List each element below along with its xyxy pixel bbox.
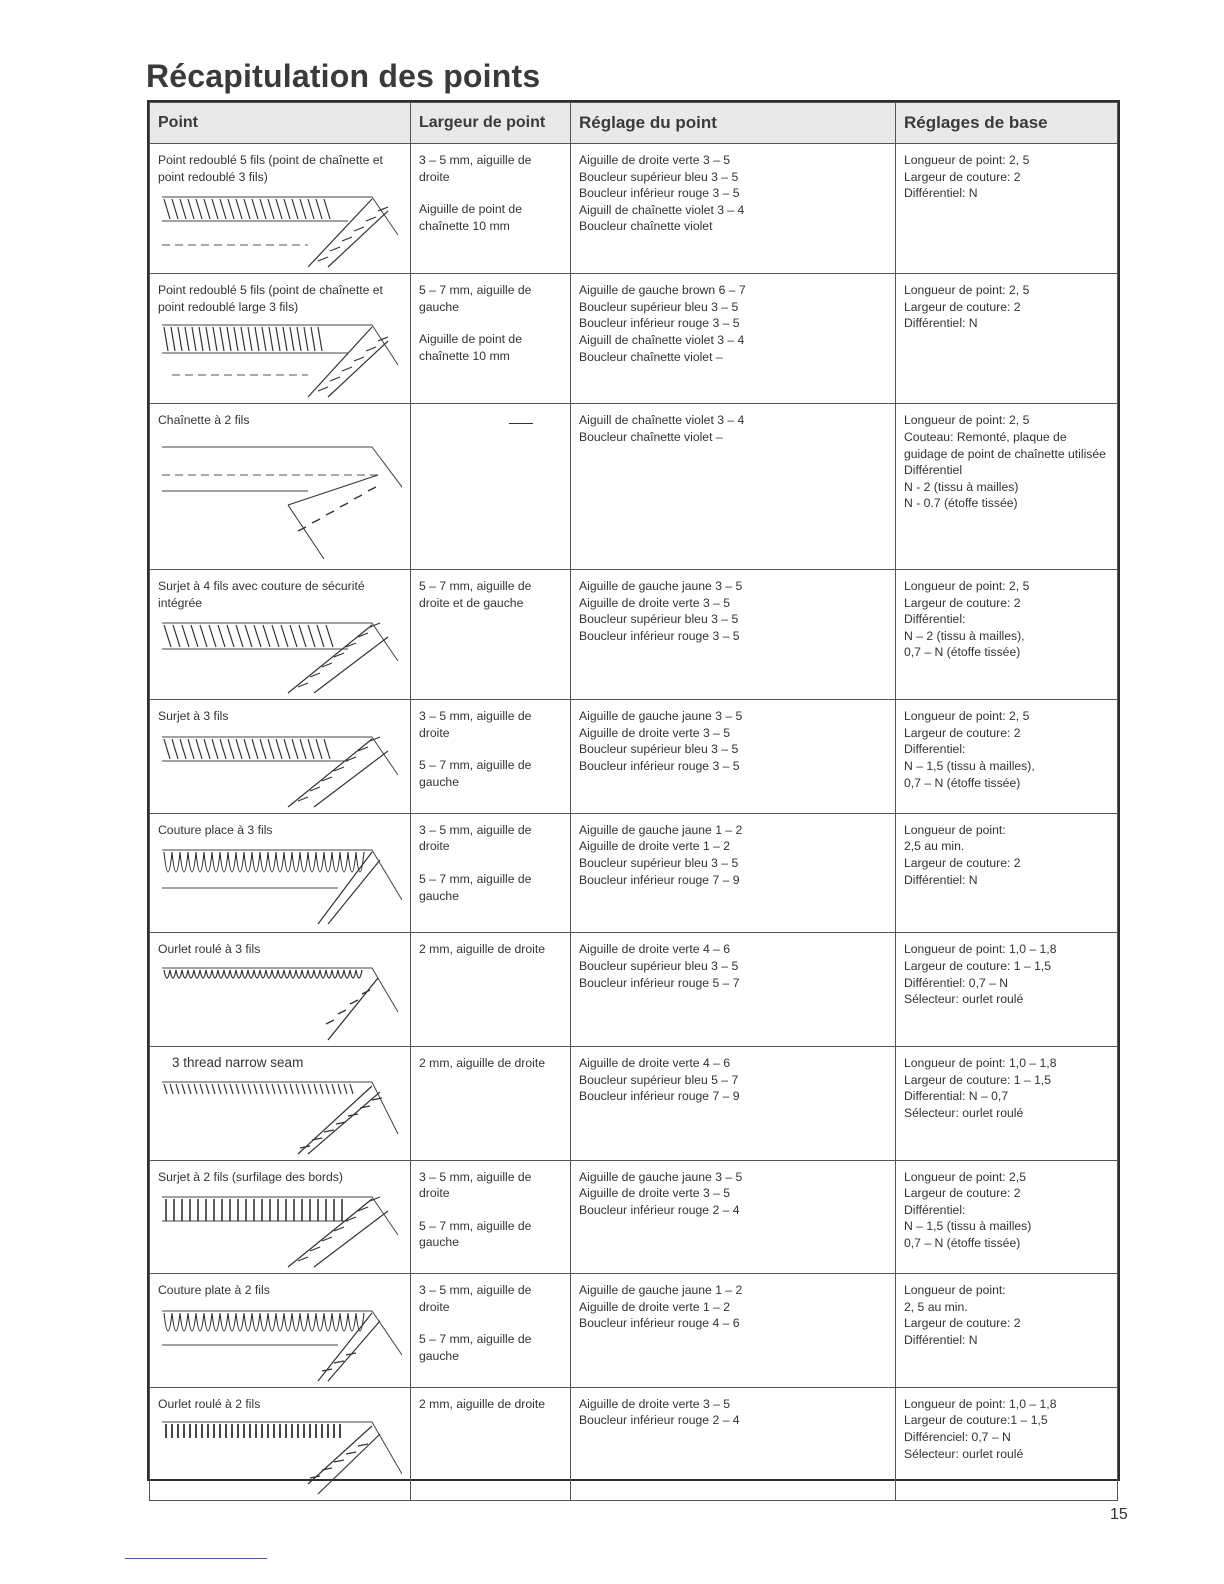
base-cell: Longueur de point: 2, 5 Largeur de couture: 2 Différentiel: N – 2 (tissu à mailles), 0,7 – N (étoffe tissée) (896, 569, 1118, 699)
width-cell: 2 mm, aiguille de droite (411, 933, 571, 1047)
point-name: Point redoublé 5 fils (point de chaînette et point redoublé large 3 fils) (158, 283, 383, 314)
setting-cell: Aiguille de gauche jaune 3 – 5 Aiguille de droite verte 3 – 5 Boucleur supérieur bleu 3 – 5 Boucleur inférieur rouge 3 – 5 (571, 569, 896, 699)
header-base: Réglages de base (896, 103, 1118, 144)
width-cell: 3 – 5 mm, aiguille de droite 5 – 7 mm, aiguille de gauche (411, 813, 571, 933)
base-cell: Longueur de point: 2, 5 Largeur de couture: 2 Differentiel: N – 1,5 (tissu à mailles), 0,7 – N (étoffe tissée) (896, 700, 1118, 814)
point-name: Ourlet roulé à 3 fils (158, 942, 261, 957)
table-row (150, 1046, 1118, 1160)
base-cell: Longueur de point: 2, 5 Couteau: Remonté, plaque de guidage de point de chaînette utilisée Différentiel N - 2 (tissu à mailles) N - 0.7 (étoffe tissée) (896, 404, 1118, 570)
table-row (150, 700, 1118, 814)
setting-cell: Aiguille de droite verte 3 – 5 Boucleur inférieur rouge 2 – 4 (571, 1387, 896, 1501)
base-cell: Longueur de point: 2, 5 au min. Largeur de couture: 2 Différentiel: N (896, 1274, 1118, 1388)
table-row (150, 569, 1118, 699)
width-cell: 3 – 5 mm, aiguille de droite 5 – 7 mm, aiguille de gauche (411, 1274, 571, 1388)
base-cell: Longueur de point: 1,0 – 1,8 Largeur de couture:1 – 1,5 Différenciel: 0,7 – N Sélecteur: ourlet roulé (896, 1387, 1118, 1501)
point-cell (150, 569, 411, 699)
stitch-illustration (158, 964, 402, 1042)
base-cell: Longueur de point: 2, 5 Largeur de couture: 2 Différentiel: N (896, 274, 1118, 404)
stitch-illustration (158, 1305, 402, 1383)
table-row (150, 1274, 1118, 1388)
point-cell (150, 144, 411, 274)
table-header (150, 103, 1118, 144)
stitch-illustration (158, 1418, 402, 1496)
table-row (150, 404, 1118, 570)
point-cell (150, 274, 411, 404)
setting-cell: Aiguille de gauche brown 6 – 7 Boucleur supérieur bleu 3 – 5 Boucleur inférieur rouge 3 – 5 Aiguill de chaînette violet 3 – 4 Boucleur chaînette violet – (571, 274, 896, 404)
setting-cell: Aiguille de droite verte 3 – 5 Boucleur supérieur bleu 3 – 5 Boucleur inférieur rouge 3 – 5 Aiguill de chaînette violet 3 – 4 Boucleur chaînette violet (571, 144, 896, 274)
width-cell: 3 – 5 mm, aiguille de droite 5 – 7 mm, aiguille de gauche (411, 1160, 571, 1274)
setting-cell: Aiguille de gauche jaune 1 – 2 Aiguille de droite verte 1 – 2 Boucleur supérieur bleu 3 – 5 Boucleur inférieur rouge 7 – 9 (571, 813, 896, 933)
table-row (150, 144, 1118, 274)
no-width-dash (509, 423, 533, 424)
base-cell: Longueur de point: 2,5 Largeur de couture: 2 Différentiel: N – 1,5 (tissu à mailles) 0,7 – N (étoffe tissée) (896, 1160, 1118, 1274)
table-row (150, 274, 1118, 404)
point-name: Chaînette à 2 fils (158, 413, 250, 428)
width-cell: 3 – 5 mm, aiguille de droite 5 – 7 mm, aiguille de gauche (411, 700, 571, 814)
point-cell (150, 1160, 411, 1274)
width-cell: 5 – 7 mm, aiguille de droite et de gauche (411, 569, 571, 699)
table-row (150, 1160, 1118, 1274)
stitch-illustration (158, 1078, 402, 1156)
point-cell (150, 933, 411, 1047)
header-reglage: Réglage du point (571, 103, 896, 144)
width-cell: 2 mm, aiguille de droite (411, 1046, 571, 1160)
base-cell: Longueur de point: 1,0 – 1,8 Largeur de couture: 1 – 1,5 Différentiel: 0,7 – N Sélecteur: ourlet roulé (896, 933, 1118, 1047)
table-row (150, 813, 1118, 933)
stitch-illustration (158, 844, 402, 928)
setting-cell: Aiguill de chaînette violet 3 – 4 Boucleur chaînette violet – (571, 404, 896, 570)
width-cell: 2 mm, aiguille de droite (411, 1387, 571, 1501)
point-name: Couture place à 3 fils (158, 822, 273, 837)
setting-cell: Aiguille de gauche jaune 3 – 5 Aiguille de droite verte 3 – 5 Boucleur supérieur bleu 3 – 5 Boucleur inférieur rouge 3 – 5 (571, 700, 896, 814)
stitch-illustration (158, 617, 402, 695)
point-name: Surjet à 4 fils avec couture de sécurité intégrée (158, 578, 365, 610)
base-cell: Longueur de point: 1,0 – 1,8 Largeur de couture: 1 – 1,5 Differential: N – 0,7 Sélecteur: ourlet roulé (896, 1046, 1118, 1160)
point-name: Ourlet roulé à 2 fils (158, 1396, 261, 1411)
setting-cell: Aiguille de droite verte 4 – 6 Boucleur supérieur bleu 3 – 5 Boucleur inférieur rouge 5 – 7 (571, 933, 896, 1047)
point-name: 3 thread narrow seam (172, 1054, 304, 1070)
setting-cell: Aiguille de gauche jaune 1 – 2 Aiguille de droite verte 1 – 2 Boucleur inférieur rouge 4 – 6 (571, 1274, 896, 1388)
base-cell: Longueur de point: 2,5 au min. Largeur de couture: 2 Différentiel: N (896, 813, 1118, 933)
setting-cell: Aiguille de droite verte 4 – 6 Boucleur supérieur bleu 5 – 7 Boucleur inférieur rouge 7 – 9 (571, 1046, 896, 1160)
point-name: Couture plate à 2 fils (158, 1283, 270, 1298)
header-largeur: Largeur de point (411, 103, 571, 144)
point-cell (150, 1046, 411, 1160)
table-row (150, 1387, 1118, 1501)
stitch-illustration (158, 321, 402, 399)
point-cell (150, 700, 411, 814)
width-cell (411, 404, 571, 570)
stitch-illustration (158, 1191, 402, 1269)
point-name: Point redoublé 5 fils (point de chaînette et point redoublé 3 fils) (158, 153, 383, 184)
point-cell (150, 404, 411, 570)
point-name: Surjet à 2 fils (surfilage des bords) (158, 1169, 343, 1184)
setting-cell: Aiguille de gauche jaune 3 – 5 Aiguille de droite verte 3 – 5 Boucleur inférieur rouge 2 – 4 (571, 1160, 896, 1274)
stitch-summary-table (147, 100, 1120, 1481)
page-title: Récapitulation des points (146, 58, 541, 94)
width-cell: 5 – 7 mm, aiguille de gauche Aiguille de point de chaînette 10 mm (411, 274, 571, 404)
stitch-illustration (158, 731, 402, 809)
footer-rule (125, 1558, 267, 1559)
width-cell: 3 – 5 mm, aiguille de droite Aiguille de point de chaînette 10 mm (411, 144, 571, 274)
point-cell (150, 1274, 411, 1388)
page-number: 15 (1110, 1506, 1128, 1523)
base-cell: Longueur de point: 2, 5 Largeur de couture: 2 Différentiel: N (896, 144, 1118, 274)
table-row (150, 933, 1118, 1047)
stitch-illustration (158, 435, 402, 565)
point-cell (150, 813, 411, 933)
header-point: Point (150, 103, 411, 144)
point-name: Surjet à 3 fils (158, 709, 229, 724)
point-cell (150, 1387, 411, 1501)
stitch-illustration (158, 191, 402, 269)
